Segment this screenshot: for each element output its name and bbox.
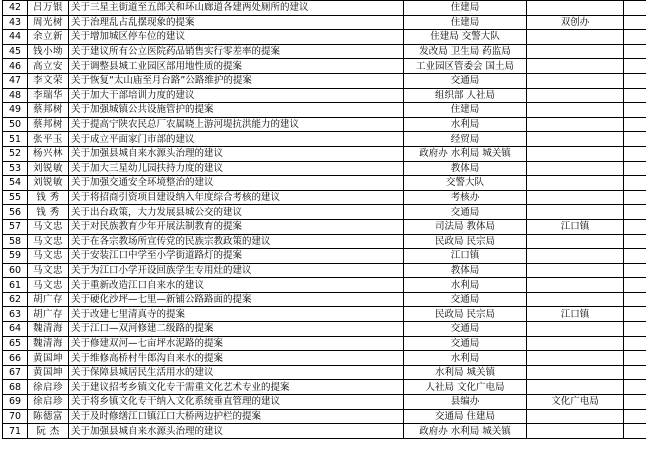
proposal-title-cell: 关于为江口小学开设回族学生专用灶的建议 [69, 263, 404, 278]
table-row [3, 117, 646, 132]
handling-unit-cell: 水利局 [404, 278, 527, 293]
co-unit-cell [527, 176, 624, 191]
handling-unit-cell: 司法局 教体局 [404, 219, 527, 234]
empty-cell [624, 1, 646, 16]
proposal-title-cell: 关于将乡镇文化专干纳入文化系统垂直管理的建议 [69, 395, 404, 410]
proposal-title-cell: 关于硬化沙坪—七里—新铺公路路面的提案 [69, 292, 404, 307]
empty-cell [624, 161, 646, 176]
row-number-cell: 48 [3, 88, 28, 103]
proposal-title-cell: 关于维修高桥村牛郎沟自来水的提案 [69, 351, 404, 366]
empty-cell [624, 336, 646, 351]
table-row [3, 1, 646, 16]
co-unit-cell [527, 30, 624, 45]
proposal-title-cell: 关于改建七里清真寺的提案 [69, 307, 404, 322]
proposal-title-cell: 关于修建双河—七亩坪水泥路的提案 [69, 336, 404, 351]
co-unit-cell: 双创办 [527, 15, 624, 30]
empty-cell [624, 409, 646, 424]
row-number-cell: 60 [3, 263, 28, 278]
proposer-name-cell: 胡广存 [28, 292, 69, 307]
co-unit-cell [527, 336, 624, 351]
co-unit-cell [527, 59, 624, 74]
table-row [3, 190, 646, 205]
row-number-cell: 56 [3, 205, 28, 220]
empty-cell [624, 307, 646, 322]
proposal-title-cell: 关于江口—双河修建二级路的提案 [69, 322, 404, 337]
proposal-sheet [2, 0, 645, 439]
co-unit-cell [527, 1, 624, 16]
handling-unit-cell: 交通局 [404, 292, 527, 307]
table-row [3, 15, 646, 30]
table-row [3, 44, 646, 59]
proposal-title-cell: 关于加强城镇公共设施管护的提案 [69, 103, 404, 118]
table-row [3, 73, 646, 88]
handling-unit-cell: 经贸局 [404, 132, 527, 147]
proposer-name-cell: 杨兴林 [28, 146, 69, 161]
table-row [3, 380, 646, 395]
row-number-cell: 61 [3, 278, 28, 293]
handling-unit-cell: 水利局 城关镇 [404, 365, 527, 380]
co-unit-cell [527, 88, 624, 103]
co-unit-cell [527, 249, 624, 264]
proposer-name-cell: 蔡邦树 [28, 103, 69, 118]
table-row [3, 263, 646, 278]
handling-unit-cell: 住建局 交警大队 [404, 30, 527, 45]
handling-unit-cell: 考核办 [404, 190, 527, 205]
row-number-cell: 44 [3, 30, 28, 45]
empty-cell [624, 365, 646, 380]
proposal-title-cell: 关于三星主街道至五郎关和环山廊道各建两处厕所的建议 [69, 1, 404, 16]
handling-unit-cell: 教体局 [404, 161, 527, 176]
empty-cell [624, 103, 646, 118]
proposer-name-cell: 周光树 [28, 15, 69, 30]
co-unit-cell: 江口镇 [527, 307, 624, 322]
proposal-table-body [3, 1, 646, 439]
empty-cell [624, 380, 646, 395]
empty-cell [624, 117, 646, 132]
empty-cell [624, 15, 646, 30]
empty-cell [624, 322, 646, 337]
table-row [3, 351, 646, 366]
row-number-cell: 62 [3, 292, 28, 307]
handling-unit-cell: 交通局 [404, 336, 527, 351]
table-row [3, 176, 646, 191]
row-number-cell: 59 [3, 249, 28, 264]
handling-unit-cell: 水利局 [404, 351, 527, 366]
proposer-name-cell: 徐启珍 [28, 395, 69, 410]
proposal-title-cell: 关于及时修缮江口镇江口大桥两边护栏的提案 [69, 409, 404, 424]
proposer-name-cell: 马文忠 [28, 234, 69, 249]
proposer-name-cell: 马文忠 [28, 263, 69, 278]
proposal-title-cell: 关于建议所有公立医院药品销售实行零差率的提案 [69, 44, 404, 59]
co-unit-cell [527, 292, 624, 307]
proposer-name-cell: 李瑞华 [28, 88, 69, 103]
proposer-name-cell: 黄国坤 [28, 351, 69, 366]
handling-unit-cell: 工业园区管委会 国土局 [404, 59, 527, 74]
proposal-title-cell: 关于建议招考乡镇文化专干需重文化艺术专业的提案 [69, 380, 404, 395]
proposal-title-cell: 关于在各宗教场所宣传党的民族宗教政策的建议 [69, 234, 404, 249]
table-row [3, 88, 646, 103]
proposal-title-cell: 关于重新改造江口自来水的建议 [69, 278, 404, 293]
proposer-name-cell: 刘锐敏 [28, 176, 69, 191]
co-unit-cell [527, 190, 624, 205]
proposer-name-cell: 高立安 [28, 59, 69, 74]
row-number-cell: 42 [3, 1, 28, 16]
empty-cell [624, 234, 646, 249]
row-number-cell: 53 [3, 161, 28, 176]
proposer-name-cell: 阮 杰 [28, 424, 69, 439]
co-unit-cell [527, 263, 624, 278]
empty-cell [624, 30, 646, 45]
row-number-cell: 65 [3, 336, 28, 351]
handling-unit-cell: 发改局 卫生局 药监局 [404, 44, 527, 59]
empty-cell [624, 176, 646, 191]
table-row [3, 103, 646, 118]
empty-cell [624, 190, 646, 205]
table-row [3, 132, 646, 147]
proposer-name-cell: 陈德富 [28, 409, 69, 424]
row-number-cell: 70 [3, 409, 28, 424]
co-unit-cell [527, 351, 624, 366]
handling-unit-cell: 江口镇 [404, 249, 527, 264]
co-unit-cell [527, 365, 624, 380]
handling-unit-cell: 政府办 水利局 城关镇 [404, 146, 527, 161]
table-row [3, 336, 646, 351]
handling-unit-cell: 交警大队 [404, 176, 527, 191]
empty-cell [624, 249, 646, 264]
proposal-title-cell: 关于保障县城居民生活用水的建议 [69, 365, 404, 380]
empty-cell [624, 73, 646, 88]
row-number-cell: 46 [3, 59, 28, 74]
row-number-cell: 49 [3, 103, 28, 118]
row-number-cell: 45 [3, 44, 28, 59]
empty-cell [624, 263, 646, 278]
row-number-cell: 43 [3, 15, 28, 30]
proposer-name-cell: 黄国坤 [28, 365, 69, 380]
empty-cell [624, 132, 646, 147]
proposal-title-cell: 关于将招商引资项目建设纳入年度综合考核的建议 [69, 190, 404, 205]
table-row [3, 322, 646, 337]
handling-unit-cell: 住建局 [404, 103, 527, 118]
row-number-cell: 51 [3, 132, 28, 147]
empty-cell [624, 146, 646, 161]
handling-unit-cell: 住建局 [404, 1, 527, 16]
co-unit-cell: 文化广电局 [527, 395, 624, 410]
proposal-title-cell: 关于加强县城自来水源头治理的建议 [69, 146, 404, 161]
co-unit-cell [527, 205, 624, 220]
proposer-name-cell: 李文荣 [28, 73, 69, 88]
handling-unit-cell: 民政局 民宗局 [404, 234, 527, 249]
proposer-name-cell: 钱小坳 [28, 44, 69, 59]
co-unit-cell [527, 44, 624, 59]
row-number-cell: 64 [3, 322, 28, 337]
proposal-title-cell: 关于成立平面家门市部的建议 [69, 132, 404, 147]
empty-cell [624, 59, 646, 74]
proposal-title-cell: 关于出台政策，大力发展县城公交的建议 [69, 205, 404, 220]
co-unit-cell [527, 322, 624, 337]
proposer-name-cell: 张平玉 [28, 132, 69, 147]
proposal-title-cell: 关于加强交通安全环境整治的建议 [69, 176, 404, 191]
table-row [3, 307, 646, 322]
table-row [3, 395, 646, 410]
handling-unit-cell: 交通局 住建局 [404, 409, 527, 424]
table-row [3, 30, 646, 45]
empty-cell [624, 424, 646, 439]
handling-unit-cell: 县编办 [404, 395, 527, 410]
empty-cell [624, 278, 646, 293]
table-row [3, 219, 646, 234]
empty-cell [624, 395, 646, 410]
row-number-cell: 57 [3, 219, 28, 234]
proposal-title-cell: 关于加大三星幼儿园扶持力度的建议 [69, 161, 404, 176]
table-row [3, 409, 646, 424]
row-number-cell: 55 [3, 190, 28, 205]
proposal-title-cell: 关于加大干部培训力度的建议 [69, 88, 404, 103]
proposal-table [2, 0, 646, 439]
co-unit-cell [527, 117, 624, 132]
proposer-name-cell: 魏清海 [28, 336, 69, 351]
co-unit-cell [527, 409, 624, 424]
table-row [3, 146, 646, 161]
handling-unit-cell: 政府办 水利局 城关镇 [404, 424, 527, 439]
handling-unit-cell: 交通局 [404, 73, 527, 88]
row-number-cell: 50 [3, 117, 28, 132]
empty-cell [624, 88, 646, 103]
row-number-cell: 67 [3, 365, 28, 380]
row-number-cell: 63 [3, 307, 28, 322]
row-number-cell: 69 [3, 395, 28, 410]
table-row [3, 424, 646, 439]
proposer-name-cell: 钱 秀 [28, 205, 69, 220]
proposal-title-cell: 关于增加城区停车位的建议 [69, 30, 404, 45]
proposal-title-cell: 关于提高宁陕农民总厂农属晓上游河堤抗洪能力的建议 [69, 117, 404, 132]
handling-unit-cell: 人社局 文化广电局 [404, 380, 527, 395]
co-unit-cell [527, 424, 624, 439]
table-row [3, 205, 646, 220]
table-row [3, 161, 646, 176]
handling-unit-cell: 组织部 人社局 [404, 88, 527, 103]
proposal-title-cell: 关于加强县城自来水源头治理的建议 [69, 424, 404, 439]
proposer-name-cell: 钱 秀 [28, 190, 69, 205]
proposer-name-cell: 吕万银 [28, 1, 69, 16]
proposal-title-cell: 关于安装江口中学至小学街道路灯的提案 [69, 249, 404, 264]
co-unit-cell [527, 103, 624, 118]
proposer-name-cell: 徐启珍 [28, 380, 69, 395]
row-number-cell: 58 [3, 234, 28, 249]
row-number-cell: 71 [3, 424, 28, 439]
co-unit-cell [527, 380, 624, 395]
proposer-name-cell: 魏清海 [28, 322, 69, 337]
proposal-title-cell: 关于调整县城工业园区部用地性质的提案 [69, 59, 404, 74]
table-row [3, 234, 646, 249]
proposer-name-cell: 余立新 [28, 30, 69, 45]
proposer-name-cell: 马文忠 [28, 219, 69, 234]
empty-cell [624, 292, 646, 307]
handling-unit-cell: 教体局 [404, 263, 527, 278]
proposer-name-cell: 马文忠 [28, 278, 69, 293]
proposer-name-cell: 马文忠 [28, 249, 69, 264]
row-number-cell: 52 [3, 146, 28, 161]
row-number-cell: 47 [3, 73, 28, 88]
handling-unit-cell: 交通局 [404, 322, 527, 337]
row-number-cell: 54 [3, 176, 28, 191]
table-row [3, 249, 646, 264]
co-unit-cell [527, 132, 624, 147]
co-unit-cell: 江口镇 [527, 219, 624, 234]
handling-unit-cell: 交通局 [404, 205, 527, 220]
co-unit-cell [527, 146, 624, 161]
co-unit-cell [527, 161, 624, 176]
co-unit-cell [527, 278, 624, 293]
empty-cell [624, 44, 646, 59]
co-unit-cell [527, 234, 624, 249]
row-number-cell: 68 [3, 380, 28, 395]
table-row [3, 278, 646, 293]
handling-unit-cell: 住建局 [404, 15, 527, 30]
empty-cell [624, 205, 646, 220]
proposer-name-cell: 蔡邦树 [28, 117, 69, 132]
empty-cell [624, 219, 646, 234]
handling-unit-cell: 民政局 民宗局 [404, 307, 527, 322]
table-row [3, 365, 646, 380]
co-unit-cell [527, 73, 624, 88]
proposer-name-cell: 胡广存 [28, 307, 69, 322]
table-row [3, 59, 646, 74]
table-row [3, 292, 646, 307]
handling-unit-cell: 水利局 [404, 117, 527, 132]
proposal-title-cell: 关于恢复“太山庙至月台路”公路维护的提案 [69, 73, 404, 88]
row-number-cell: 66 [3, 351, 28, 366]
proposal-title-cell: 关于治理乱占乱摆现象的提案 [69, 15, 404, 30]
proposer-name-cell: 刘锐敏 [28, 161, 69, 176]
empty-cell [624, 351, 646, 366]
proposal-title-cell: 关于对民族教育少年开展法制教育的提案 [69, 219, 404, 234]
